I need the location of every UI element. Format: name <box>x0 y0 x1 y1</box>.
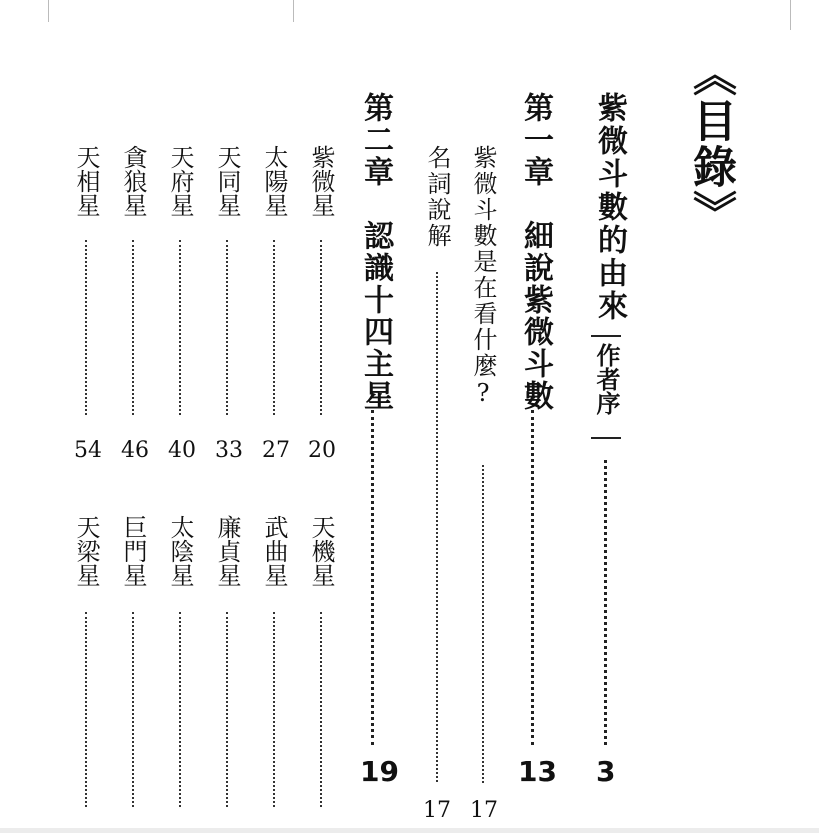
preface-note: 作者序 <box>592 343 620 415</box>
star-item[interactable]: 天梁星 <box>72 515 100 587</box>
star-leader <box>320 240 324 415</box>
chapter1-title[interactable]: 第一章 細說紫微斗數 <box>518 92 553 412</box>
star-item[interactable]: 天府星 <box>166 145 194 217</box>
section-leader <box>482 465 486 783</box>
star-item[interactable]: 廉貞星 <box>213 515 241 587</box>
star-leader <box>85 612 89 807</box>
star-page-number: 33 <box>215 438 243 463</box>
star-leader <box>132 240 136 415</box>
star-leader <box>273 240 277 415</box>
chapter1-page-number: 13 <box>518 755 557 788</box>
page-bottom-edge <box>0 828 819 833</box>
scan-mark <box>48 0 49 22</box>
star-leader <box>226 240 230 415</box>
section-glossary[interactable]: 名詞說解 <box>423 145 451 249</box>
chapter1-leader <box>531 410 537 745</box>
star-item[interactable]: 太陽星 <box>260 145 288 217</box>
preface-page-number: 3 <box>596 755 616 788</box>
star-page-number: 27 <box>262 438 290 463</box>
star-page-number: 46 <box>121 438 149 463</box>
star-item[interactable]: 太陰星 <box>166 515 194 587</box>
scan-mark <box>293 0 294 22</box>
section-page-number: 17 <box>470 798 498 823</box>
preface-leader <box>604 460 610 745</box>
section-page-number: 17 <box>423 798 451 823</box>
star-leader <box>179 612 183 807</box>
star-item[interactable]: 天機星 <box>307 515 335 587</box>
section-leader <box>436 272 440 782</box>
star-leader <box>320 612 324 807</box>
star-item[interactable]: 紫微星 <box>307 145 335 217</box>
section-what-ziwei-sees[interactable]: 紫微斗數是在看什麼? <box>469 145 497 409</box>
star-page-number: 20 <box>308 438 336 463</box>
star-item[interactable]: 天相星 <box>72 145 100 217</box>
star-page-number: 54 <box>74 438 102 463</box>
star-leader <box>85 240 89 415</box>
star-item[interactable]: 巨門星 <box>119 515 147 587</box>
star-item[interactable]: 貪狼星 <box>119 145 147 217</box>
star-page-number: 40 <box>168 438 196 463</box>
preface-title[interactable]: 紫微斗數的由來 <box>592 92 627 323</box>
toc-title: 《目錄》 <box>685 52 736 236</box>
chapter2-leader <box>371 410 377 745</box>
star-leader <box>226 612 230 807</box>
star-leader <box>179 240 183 415</box>
chapter2-title[interactable]: 第二章 認識十四主星 <box>358 92 393 412</box>
chapter2-page-number: 19 <box>360 755 399 788</box>
star-leader <box>132 612 136 807</box>
star-item[interactable]: 天同星 <box>213 145 241 217</box>
star-item[interactable]: 武曲星 <box>260 515 288 587</box>
star-leader <box>273 612 277 807</box>
scan-mark <box>790 0 791 30</box>
